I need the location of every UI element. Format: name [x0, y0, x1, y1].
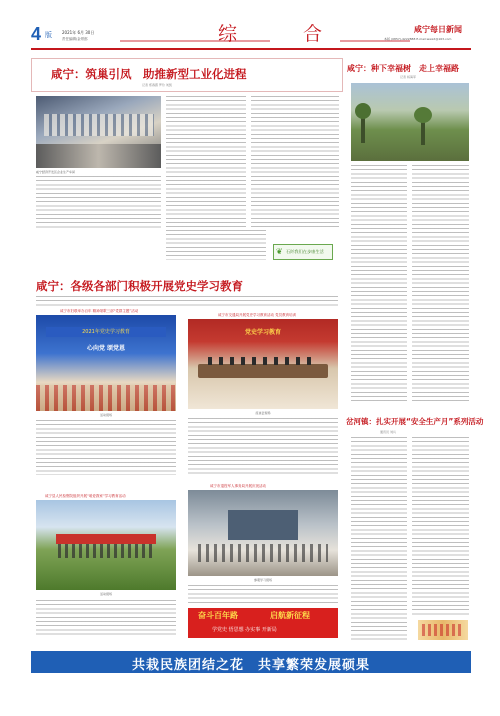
article1-text-col3: [251, 96, 339, 228]
article3-decor: [418, 620, 468, 640]
footer-slogan: 共栽民族团结之花 共享繁荣发展硕果: [131, 658, 370, 673]
article2-photo1: 2021年党史学习教育 心向党 颂党恩: [36, 315, 176, 411]
masthead: [0, 0, 500, 50]
banner-line1: 奋斗百年路: [198, 611, 238, 620]
article2-caption3: 活动现场: [99, 592, 112, 596]
article3-text-col2: [412, 437, 469, 617]
article1-photo-caption: 咸宁经济开发区企业生产车间: [36, 170, 76, 174]
article1-text-bottom: [166, 230, 266, 260]
banner-line2: 启航新征程: [270, 611, 310, 620]
banner-line3: 学党史 悟思想 办实事 开新局: [212, 627, 277, 633]
article2-sub3: 咸宁县人民检察院组织开展“咱爱我家”学习教育活动: [45, 494, 126, 498]
editor-line: 责任编辑/金哥郎: [62, 37, 88, 41]
article1-text-col1: [36, 176, 161, 228]
article2-sub4: 咸宁市退役军人事务局开展庆祝活动: [210, 484, 266, 488]
article3-byline: 通讯员 刘兵: [380, 430, 396, 434]
footer-banner: [31, 651, 471, 673]
right-article-text-col1: [351, 165, 407, 403]
right-article-title: 咸宁：种下幸福树 走上幸福路: [347, 64, 459, 73]
article1-byline: 记者 郑春霞 罗玲 刘凯: [142, 83, 172, 87]
article2-text3: [36, 600, 176, 636]
article3-text-col1: [351, 437, 407, 640]
article2-caption4: 参观学习现场: [253, 578, 272, 582]
banner-photo: [188, 608, 338, 638]
article1-text-col2: [166, 96, 246, 228]
article2-text1: [36, 420, 176, 475]
right-article-photo: [351, 83, 469, 161]
article2-sub1: 咸宁市妇联举办百年 精神颂歌三部“党群主题”活动: [60, 309, 139, 313]
article1-photo: [36, 96, 161, 168]
masthead-rule: [31, 48, 471, 50]
right-article-text-col2: [412, 165, 469, 403]
article2-text4: [188, 585, 338, 603]
right-article-byline: 记者 杨海军: [400, 75, 416, 79]
paper-name: 咸宁每日新闻: [414, 24, 462, 34]
article2-intro: [36, 296, 338, 306]
article2-title: 咸宁：各级各部门积极开展党史学习教育: [36, 279, 243, 293]
article2-sub2: 咸宁市交通局开展党史学习教育活动 党员教育培训: [218, 313, 297, 317]
article2-caption1: 活动现场: [99, 413, 112, 417]
article2-caption2: 座谈会现场: [255, 411, 271, 415]
logo-text: 石阡我们在步康生活: [286, 249, 324, 254]
page-number: 4: [31, 24, 42, 44]
article2-photo2: 党史学习教育: [188, 319, 338, 409]
page-number-unit: 版: [45, 31, 52, 39]
leaf-icon: ❦: [276, 247, 283, 256]
article3-title: 岔河镇：扎实开展“安全生产月”系列活动: [346, 417, 484, 426]
article1-title-box: [31, 58, 343, 92]
article2-photo4: [188, 490, 338, 576]
article2-text2: [188, 418, 338, 476]
article1-title: 咸宁：筑巢引凤 助推新型工业化进程: [51, 67, 247, 81]
section-title: 综 合: [218, 23, 353, 45]
article1-logo: [273, 244, 333, 260]
contact-line: 本版 (0857)-4222888 E-mail:wwxd@163.com: [384, 37, 452, 41]
article2-photo3: [36, 500, 176, 590]
issue-date: 2021年 6月 30日: [62, 30, 95, 35]
